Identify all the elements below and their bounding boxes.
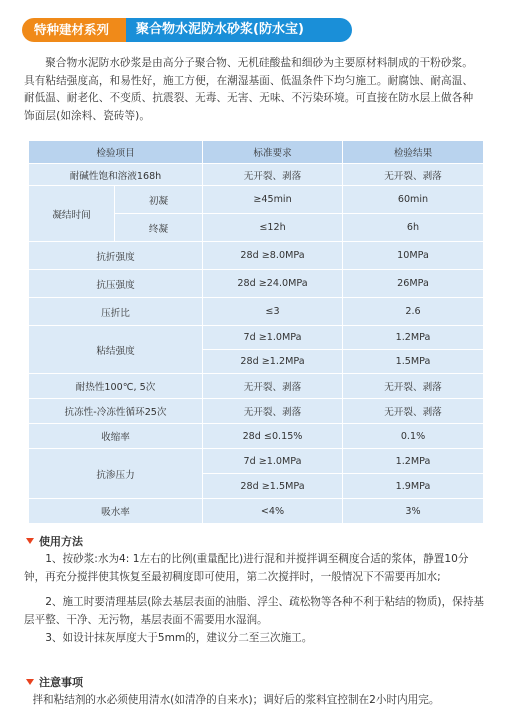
row-item: 耐碱性饱和溶液168h — [29, 164, 203, 186]
notes-paragraph: 拌和粘结剂的水必须使用清水(如清净的自来水)；调好后的浆料宜控制在2小时内用完。 — [32, 694, 440, 706]
table-row — [29, 499, 484, 524]
row-subitem: 初凝 — [115, 186, 203, 214]
row-requirement: 7d ≥1.0MPa — [203, 326, 343, 350]
row-result: 1.2MPa — [343, 326, 484, 350]
product-title: 聚合物水泥防水砂浆(防水宝) — [126, 18, 352, 42]
row-requirement: 28d ≤0.15% — [203, 424, 343, 449]
table-row — [29, 298, 484, 326]
row-result: 1.5MPa — [343, 350, 484, 374]
table-row — [29, 326, 484, 350]
row-requirement: 7d ≥1.0MPa — [203, 449, 343, 474]
row-result: 3% — [343, 499, 484, 524]
row-item: 吸水率 — [29, 499, 203, 524]
row-item: 抗渗压力 — [29, 449, 203, 499]
header-requirement: 标准要求 — [203, 141, 343, 164]
row-subitem: 终凝 — [115, 214, 203, 242]
notes-title: 注意事项 — [39, 676, 83, 689]
row-result: 无开裂、剥落 — [343, 399, 484, 424]
row-item: 抗压强度 — [29, 270, 203, 298]
row-item: 粘结强度 — [29, 326, 203, 374]
header-result: 检验结果 — [343, 141, 484, 164]
row-result: 1.9MPa — [343, 474, 484, 499]
series-tag: 特种建材系列 — [22, 18, 126, 42]
row-result: 6h — [343, 214, 484, 242]
spec-table — [28, 140, 484, 524]
row-item: 耐热性100℃, 5次 — [29, 374, 203, 399]
table-row — [29, 270, 484, 298]
usage-step-2: 2、施工时要清理基层(除去基层表面的油脂、浮尘、疏松物等各种不利于粘结的物质)，保持基层平整、干净、无污物，基层表面不需要用水湿润。 — [24, 596, 484, 626]
row-requirement: 28d ≥8.0MPa — [203, 242, 343, 270]
row-item: 抗折强度 — [29, 242, 203, 270]
table-row — [29, 424, 484, 449]
table-row — [29, 449, 484, 474]
table-header-row — [29, 141, 484, 164]
triangle-bullet-icon — [26, 679, 34, 685]
table-row — [29, 186, 484, 214]
row-result: 60min — [343, 186, 484, 214]
row-requirement: 无开裂、剥落 — [203, 164, 343, 186]
usage-title: 使用方法 — [39, 535, 83, 548]
row-requirement: 28d ≥1.5MPa — [203, 474, 343, 499]
usage-step-3: 3、如设计抹灰厚度大于5mm的，建议分二至三次施工。 — [45, 632, 313, 644]
row-item: 收缩率 — [29, 424, 203, 449]
triangle-bullet-icon — [26, 538, 34, 544]
table-row — [29, 164, 484, 186]
row-requirement: 无开裂、剥落 — [203, 374, 343, 399]
row-result: 26MPa — [343, 270, 484, 298]
row-result: 0.1% — [343, 424, 484, 449]
row-requirement: <4% — [203, 499, 343, 524]
row-requirement: 28d ≥24.0MPa — [203, 270, 343, 298]
table-row — [29, 374, 484, 399]
row-requirement: ≥45min — [203, 186, 343, 214]
row-result: 10MPa — [343, 242, 484, 270]
notes-heading — [26, 674, 83, 690]
table-row — [29, 399, 484, 424]
header-item: 检验项目 — [29, 141, 203, 164]
row-result: 无开裂、剥落 — [343, 374, 484, 399]
row-item: 抗冻性-冷冻性循环25次 — [29, 399, 203, 424]
section-header — [22, 18, 482, 42]
table-row — [29, 242, 484, 270]
row-item: 凝结时间 — [29, 186, 115, 242]
row-requirement: ≤3 — [203, 298, 343, 326]
row-requirement: 28d ≥1.2MPa — [203, 350, 343, 374]
usage-heading — [26, 533, 83, 549]
row-result: 无开裂、剥落 — [343, 164, 484, 186]
usage-step-1: 1、按砂浆:水为4: 1左右的比例(重量配比)进行混和并搅拌调至稠度合适的浆体，静置10分钟，再充分搅拌使其恢复至最初稠度即可使用，第二次搅拌时，一般情况下不需要再加水; — [24, 553, 469, 583]
intro-paragraph: 聚合物水泥防水砂浆是由高分子聚合物、无机硅酸盐和细砂为主要原材料制成的干粉砂浆。具有粘结强度高，和易性好，施工方便，在潮湿基面、低温条件下均匀施工。耐腐蚀、耐高温、耐低温、耐老化、不变质、抗震裂、无毒、无害、无味、不污染环境。可直接在防水层上做各种饰面层(如涂料、瓷砖等)。 — [24, 57, 474, 122]
row-requirement: ≤12h — [203, 214, 343, 242]
row-item: 压折比 — [29, 298, 203, 326]
row-result: 1.2MPa — [343, 449, 484, 474]
row-result: 2.6 — [343, 298, 484, 326]
row-requirement: 无开裂、剥落 — [203, 399, 343, 424]
